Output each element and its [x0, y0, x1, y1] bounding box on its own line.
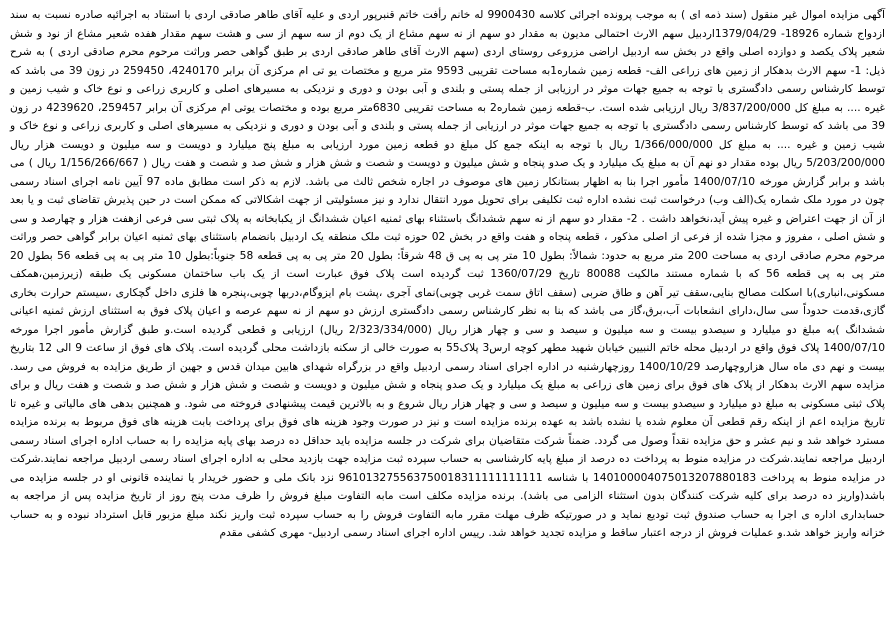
notice-body-text: آگهی مزایده اموال غیر منقول (سند ذمه ای ) به موجب پرونده اجرائی کلاسه 9900430 له خانم رأفت خاتم قنبرپور اردی و علیه آقای طاهر صادقی اردی با استناد به اجرائیه صادره نسبت به سند ازدواج شماره 18926- 1379/04/29اردبیل سهم الارث احتمالی مدیون به مقدار دو سهم از نه سهم مشاع از یک دوم از سه سهم از سی و هشت سهم مقدار هفده شعیر مشاع از نود و شش شعیر پلاک یکصد و دوازده اصلی واقع در بخش سه اردبیل اراضی مزروعی روستای اردی (سهم الارث آقای طاهر صادقی اردی بر طبق گواهی حصر وراثت مرحوم محرم صادقی اردی ) به شرح ذیل: 1- سهم الارث بدهکار از زمین های زراعی الف- قطعه زمین شماره1به مساحت تقریبی 9593 متر مربع و مختصات یو تی ام مرکزی آن برابر 4240170، 259450 در زون 39 می باشد که توسط کارشناس رسمی دادگستری با توجه به جمیع جهات موثر در ارزیابی از جمله پستی و بلندی و آبی بودن و دوری و نزدیکی به مسیرهای اصلی و کاربری زراعی و نوع خاک و شیب زمین و غیره .... به مبلغ کل 3/837/200/000 ریال ارزیابی شده است. ب-قطعه زمین شماره2 به مساحت تقریبی 6830متر مربع بوده و مختصات یوتی ام مرکزی آن برابر 259457، 4239620 در زون 39 می باشد که توسط کارشناس رسمی دادگستری با توجه به جمیع جهات موثر در ارزیابی از جمله پستی و بلندی و آبی بودن و دوری و نزدیکی به مسیرهای اصلی و کاربری زراعی و نوع خاک و شیب زمین و غیره .... به مبلغ کل 1/366/000/000 ریال با توجه به اینکه جمع کل مبلغ دو قطعه زمین مورد ارزیابی به مبلغ پنج میلیارد و دویست و سه میلیون و دویست هزار ریال 5/203/200/000 ریال بوده مقدار دو نهم آن به مبلغ یک میلیارد و یک صدو پنجاه و شش میلیون و دویست و شصت و شش هزار و شش صد و شصت و هفت ریال ( 1/156/266/667 ریال ) می باشد و برابر گزارش مورخه 1400/07/10 مأمور اجرا بنا به اظهار بستانکار زمین های موصوف در اجاره شخص ثالث می باشد. لازم به ذکر است مطابق ماده 97 آیین نامه اجرای اسناد رسمی چون در مورد ملک شماره یک(الف وب) درخواست ثبت نشده اداره ثبت تکلیفی برای تحویل مورد انتقال ندارد و نیز مسئولیتی از جهت اشکالاتی که ممکن است در حین پذیرش تقاضای ثبت و یا بعد از آن از جهت اعتراض و غیره پیش آید،نخواهد داشت . 2- مقدار دو سهم از نه سهم ششدانگ باستثناء بهای ثمنیه اعیان ششدانگ از یکبابخانه به پلاک ثبتی سی فرعی ازهفت هزار و چهارصد و سی و شش اصلی ، مفروز و مجزا شده از فرعی از اصلی مذکور ، قطعه پنجاه و هفت واقع در بخش 02 حوزه ثبت ملک منطقه یک اردبیل بانضمام باستثنای بهای ثمنیه اعیان برابر گواهی حصر وراثت مرحوم محرم صادقی اردی به مساحت 200 متر مربع به حدود: شمالاً: بطول 10 متر پی به پی ق 48 شرقاً: بطول 20 متر پی به پی قطعه 58 جنوباً:بطول 10 متر پی به پی قطعه 56 بطول 20 متر پی به پی قطعه 56 که با شماره مستند مالکیت 80088 تاریخ 1360/07/29 ثبت گردیده است پلاک فوق عبارت است از یک باب ساختمان مسکونی یک طبقه (زیرزمین،همکف مسکونی،انباری)با اسکلت مصالح بنایی،سقف تیر آهن و طاق ضربی (سقف اتاق سمت غربی چوبی)نمای آجری ،پشت بام ایزوگام،دربها چوبی،پنجره ها فلزی داخل گچکاری ،سیستم حرارت بخاری گازی،قدمت حدوداً سی سال،دارای انشعابات آب،برق،گاز می باشد که بنا به نظر کارشناس رسمی دادگستری ارزش دو سهم از نه سهم عرصه و اعیان پلاک فوق به استثنای ارزش ثمنیه اعیانی ششدانگ )به مبلغ دو میلیارد و سیصدو بیست و سه میلیون و سیصد و سی و چهار هزار ریال (2/323/334/000 ریال) ارزیابی و قطعی گردیده است.و طبق گزارش مأمور اجرا مورخه 1400/07/10 پلاک فوق واقع در اردبیل محله خاتم النبیین خیابان شهید مطهر کوچه ارس3 پلاک55 به صورت خالی از سکنه بازداشت محلی گردیده است. پلاک های فوق از ساعت 9 الی 12 بتاریخ بیست و نهم دی ماه سال هزاروچهارصد 1400/10/29 روزچهارشنبه در اداره اجرای اسناد رسمی اردبیل واقع در بزرگراه شهدای هابین میدان قدس و جهین از طریق مزایده به فروش می رسد. مزایده سهم الارث بدهکار از پلاک های فوق برای زمین های زراعی به مبلغ یک میلیارد و یک صدو پنجاه و شش میلیون و دویست و شصت و شش هزار و شش صد و شصت و هفت ریال و برای پلاک ثبتی مسکونی به مبلغ دو میلیارد و سیصدو بیست و سه میلیون و سیصد و سی و چهار هزار ریال شروع و به بالاترین قیمت پیشنهادی فروخته می شود. و همچنین بدهی های مالیاتی و غیره تا تاریخ مزایده اعم از اینکه رقم قطعی آن معلوم شده یا نشده باشد به عهده برنده مزایده است و نیز در صورت وجود هزینه های فوق برای پرداخت بابت هزینه های فوق مربوط به برنده مزایده مسترد خواهد شد و نیم عشر و حق مزایده نقداً وصول می گردد. ضمناً شرکت متقاضیان برای شرکت در جلسه مزایده باید حداقل ده درصد بهای پایه مزایده را به حساب اداره اجرای اسناد رسمی اردبیل مراجعه نمایند.شرکت در مزایده منوط به پرداخت ده درصد از مبلغ پایه کارشناسی به حساب سپرده ثبت مزایده جهت بازدید محلی به اداره اجرای اسناد رسمی اردبیل مراجعه نمایند.شرکت در مزایده منوط به پرداخت 140100004075013207880183 با شناسه 961013275563750018311111111111 نزد بانک ملی و حضور خریدار یا نماینده قانونی او در جلسه مزایده می باشد(واریز ده درصد برای کلیه شرکت کنندگان بدون استثناء الزامی می باشد). برنده مزایده مکلف است مابه التفاوت مبلغ فروش را ظرف مدت پنج روز از تاریخ مزایده پس از مراجعه به حسابداری اداره ی اجرا به حساب صندوق ثبت تودیع نماید و در صورتیکه ظرف مهلت مقرر مابه التفاوت فروش را به حساب سپرده ثبت واریز نکند مبلغ مزبور قابل استرداد نبوده و به حساب خزانه واریز خواهد شد.و عملیات فروش از درجه اعتبار ساقط و مزایده تجدید خواهد شد. رییس اداره اجرای اسناد رسمی اردبیل- مهری کشفی مقدم: [10, 8, 886, 539]
